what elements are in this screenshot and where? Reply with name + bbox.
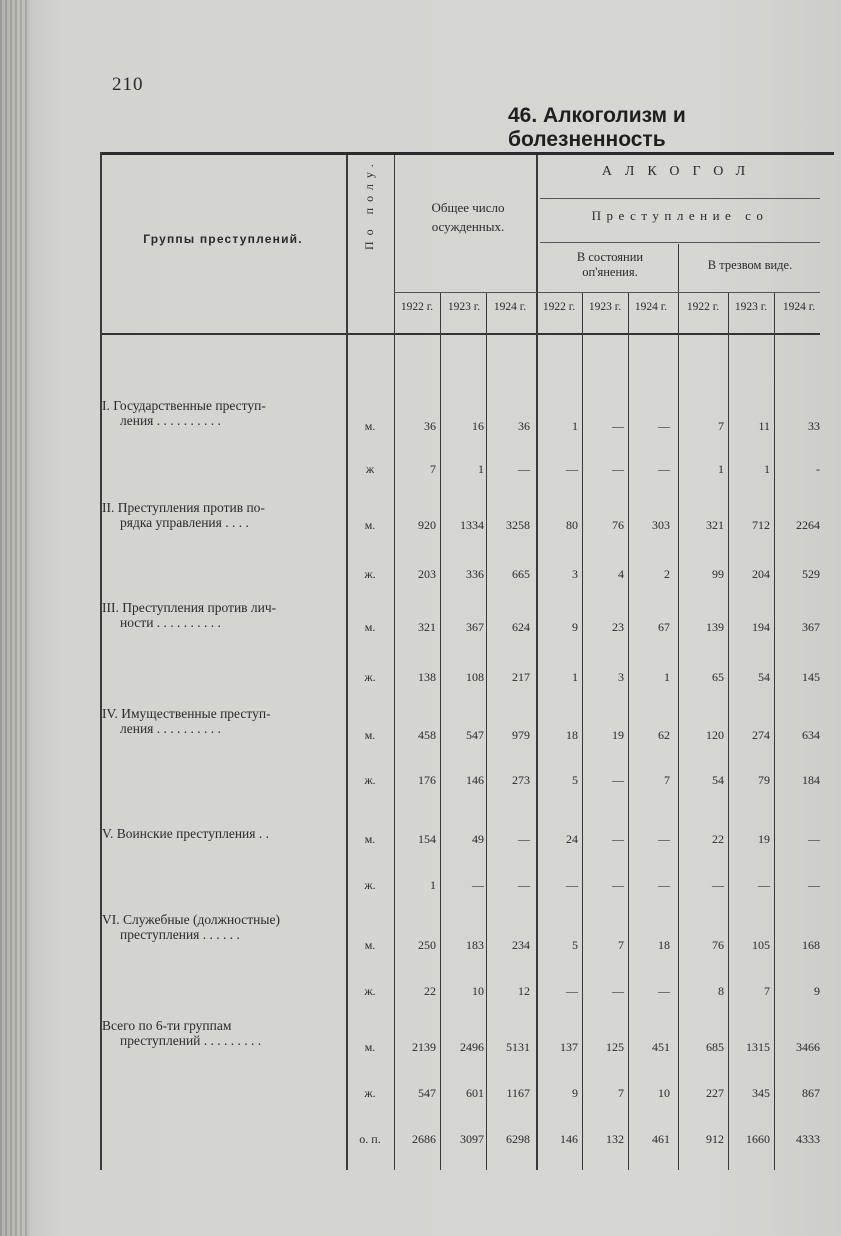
table-cell: 7	[618, 938, 624, 952]
crime-group-label-line: I. Государственные преступ-	[102, 398, 266, 413]
table-cell: —	[566, 878, 578, 892]
sex-cell: м.	[364, 419, 376, 433]
table-cell: 2	[664, 567, 670, 581]
crime-group-label-line: V. Воинские преступления . .	[102, 826, 269, 841]
crime-group-label	[102, 398, 340, 428]
total-column-divider	[536, 155, 538, 1170]
table-cell: 3466	[796, 1040, 820, 1054]
table-cell: 8	[718, 984, 724, 998]
year-column-divider	[440, 292, 441, 1170]
crime-group-label-line: преступления . . . . . .	[120, 927, 240, 942]
table-cell: 36	[424, 419, 436, 433]
table-cell: 12	[518, 984, 530, 998]
table-cell: 274	[752, 728, 770, 742]
table-cell: 1	[764, 462, 770, 476]
table-top-rule	[100, 152, 834, 155]
drunk-state-header	[540, 250, 680, 280]
book-gutter	[0, 0, 30, 1236]
alcohol-header-rule	[540, 198, 820, 199]
year-header: 1923 г.	[447, 301, 481, 313]
page-number: 210	[112, 74, 144, 95]
table-cell: 7	[618, 1086, 624, 1100]
table-cell: 137	[560, 1040, 578, 1054]
crime-group-label-line: рядка управления . . . .	[120, 515, 249, 530]
table-cell: 67	[658, 620, 670, 634]
header-bottom-rule	[100, 333, 820, 335]
alcohol-header: АЛКОГОЛ	[601, 164, 759, 179]
table-cell: 665	[512, 567, 530, 581]
table-cell: 54	[758, 670, 770, 684]
table-cell: —	[518, 462, 530, 476]
crime-header-rule	[540, 242, 820, 243]
table-cell: 979	[512, 728, 530, 742]
table-cell: 54	[712, 773, 724, 787]
year-header: 1924 г.	[782, 301, 816, 313]
table-cell: 547	[466, 728, 484, 742]
table-cell: 712	[752, 518, 770, 532]
table-cell: 217	[512, 670, 530, 684]
crime-group-label	[102, 1018, 340, 1048]
total-header-line-2: осужденных.	[431, 219, 505, 234]
table-cell: 867	[802, 1086, 820, 1100]
table-cell: 3258	[506, 518, 530, 532]
table-cell: 10	[658, 1086, 670, 1100]
year-column-divider	[486, 292, 487, 1170]
table-cell: 22	[424, 984, 436, 998]
sober-state-header: В трезвом виде.	[707, 258, 793, 272]
table-cell: 138	[418, 670, 436, 684]
table-cell: 227	[706, 1086, 724, 1100]
table-cell: 1	[718, 462, 724, 476]
table-cell: 204	[752, 567, 770, 581]
crime-group-label	[102, 600, 340, 630]
table-cell: 303	[652, 518, 670, 532]
table-cell: 1315	[746, 1040, 770, 1054]
crime-group-label	[102, 706, 340, 736]
table-cell: —	[658, 984, 670, 998]
crime-group-label-line: IV. Имущественные преступ-	[102, 706, 271, 721]
table-cell: 176	[418, 773, 436, 787]
sex-cell: ж.	[364, 878, 376, 892]
table-cell: 194	[752, 620, 770, 634]
sex-cell: ж.	[364, 773, 376, 787]
table-cell: 1167	[506, 1086, 530, 1100]
table-cell: 547	[418, 1086, 436, 1100]
table-cell: 2496	[460, 1040, 484, 1054]
total-convicted-header	[400, 198, 536, 236]
table-cell: 3097	[460, 1132, 484, 1146]
crime-group-label-line: II. Преступления против по-	[102, 500, 265, 515]
table-cell: 62	[658, 728, 670, 742]
table-cell: 19	[758, 832, 770, 846]
table-cell: 912	[706, 1132, 724, 1146]
table-cell: 3	[618, 670, 624, 684]
table-cell: —	[472, 878, 484, 892]
table-cell: 108	[466, 670, 484, 684]
table-cell: 1	[430, 878, 436, 892]
groups-column-header: Группы преступлений.	[143, 232, 303, 246]
crime-group-label-line: ления . . . . . . . . . .	[120, 721, 221, 736]
table-cell: 105	[752, 938, 770, 952]
table-cell: 273	[512, 773, 530, 787]
sex-column-header: По полу.	[362, 158, 376, 250]
table-cell: 145	[802, 670, 820, 684]
table-cell: 125	[606, 1040, 624, 1054]
table-cell: 4	[618, 567, 624, 581]
crime-header: Преступление со	[591, 208, 769, 223]
table-cell: —	[612, 878, 624, 892]
table-cell: 49	[472, 832, 484, 846]
crime-group-label-line: преступлений . . . . . . . . .	[120, 1033, 262, 1048]
table-cell: 120	[706, 728, 724, 742]
table-cell: 79	[758, 773, 770, 787]
table-cell: 168	[802, 938, 820, 952]
table-cell: 24	[566, 832, 578, 846]
table-cell: 154	[418, 832, 436, 846]
sex-cell: м.	[364, 728, 376, 742]
year-header-rule	[394, 292, 820, 293]
crime-group-label-line: Всего по 6-ти группам	[102, 1018, 232, 1033]
table-cell: 6298	[506, 1132, 530, 1146]
year-header: 1924 г.	[634, 301, 668, 313]
crime-group-label-line: VI. Служебные (должностные)	[102, 912, 280, 927]
table-cell: 321	[706, 518, 724, 532]
table-cell: —	[566, 462, 578, 476]
table-cell: 65	[712, 670, 724, 684]
table-cell: 529	[802, 567, 820, 581]
table-cell: —	[518, 832, 530, 846]
table-cell: —	[808, 878, 820, 892]
sex-cell: ж.	[364, 670, 376, 684]
year-header: 1923 г.	[588, 301, 622, 313]
year-header: 1924 г.	[493, 301, 527, 313]
table-cell: 1	[664, 670, 670, 684]
table-cell: 336	[466, 567, 484, 581]
table-cell: —	[658, 832, 670, 846]
table-cell: 1660	[746, 1132, 770, 1146]
year-column-divider	[774, 292, 775, 1170]
table-cell: 5	[572, 938, 578, 952]
year-header: 1923 г.	[734, 301, 768, 313]
table-cell: —	[658, 462, 670, 476]
table-cell: 920	[418, 518, 436, 532]
table-cell: 234	[512, 938, 530, 952]
sex-cell: м.	[364, 832, 376, 846]
table-cell: —	[518, 878, 530, 892]
table-cell: 4333	[796, 1132, 820, 1146]
crime-group-label	[102, 826, 340, 841]
table-cell: 36	[518, 419, 530, 433]
table-cell: —	[612, 419, 624, 433]
table-cell: —	[808, 832, 820, 846]
table-cell: 9	[572, 1086, 578, 1100]
table-cell: 23	[612, 620, 624, 634]
sex-cell: ж.	[364, 567, 376, 581]
table-cell: 132	[606, 1132, 624, 1146]
sex-cell: м.	[364, 620, 376, 634]
table-cell: 33	[808, 419, 820, 433]
table-cell: —	[612, 462, 624, 476]
year-column-divider	[728, 292, 729, 1170]
table-cell: 7	[718, 419, 724, 433]
table-cell: —	[612, 832, 624, 846]
table-cell: 183	[466, 938, 484, 952]
table-cell: 11	[758, 419, 770, 433]
table-cell: 10	[472, 984, 484, 998]
sex-cell: м.	[364, 1040, 376, 1054]
table-cell: 367	[802, 620, 820, 634]
sex-cell: ж	[365, 462, 375, 476]
table-cell: 624	[512, 620, 530, 634]
table-cell: 139	[706, 620, 724, 634]
table-cell: —	[658, 419, 670, 433]
table-cell: 601	[466, 1086, 484, 1100]
section-title: 46. Алкоголизм и болезненность	[508, 104, 686, 151]
table-cell: —	[612, 773, 624, 787]
table-cell: -	[816, 462, 820, 476]
sex-cell: ж.	[364, 984, 376, 998]
table-cell: 3	[572, 567, 578, 581]
table-cell: 99	[712, 567, 724, 581]
table-cell: 76	[712, 938, 724, 952]
table-cell: 451	[652, 1040, 670, 1054]
drunk-header-line-2: оп'янения.	[582, 265, 638, 279]
table-cell: 7	[430, 462, 436, 476]
table-cell: 7	[664, 773, 670, 787]
table-cell: 203	[418, 567, 436, 581]
table-cell: 18	[566, 728, 578, 742]
table-cell: 19	[612, 728, 624, 742]
crime-group-label	[102, 500, 340, 530]
table-cell: 146	[560, 1132, 578, 1146]
table-cell: 1334	[460, 518, 484, 532]
sex-cell: м.	[364, 938, 376, 952]
table-cell: —	[712, 878, 724, 892]
crime-group-label	[102, 912, 340, 942]
table-cell: 250	[418, 938, 436, 952]
crime-group-label-line: ления . . . . . . . . . .	[120, 413, 221, 428]
table-cell: 1	[572, 670, 578, 684]
year-column-divider	[628, 292, 629, 1170]
table-cell: 18	[658, 938, 670, 952]
table-cell: 2264	[796, 518, 820, 532]
table-cell: —	[612, 984, 624, 998]
table-cell: 461	[652, 1132, 670, 1146]
table-cell: 321	[418, 620, 436, 634]
drunk-sober-divider	[678, 244, 679, 1170]
table-cell: 5131	[506, 1040, 530, 1054]
table-cell: 5	[572, 773, 578, 787]
table-cell: 2686	[412, 1132, 436, 1146]
total-header-line-1: Общее число	[431, 200, 505, 215]
table-cell: —	[758, 878, 770, 892]
table-cell: 367	[466, 620, 484, 634]
year-column-divider	[582, 292, 583, 1170]
table-cell: 184	[802, 773, 820, 787]
sex-cell: м.	[364, 518, 376, 532]
year-header: 1922 г.	[686, 301, 720, 313]
sex-column-divider	[394, 155, 395, 1170]
table-cell: 7	[764, 984, 770, 998]
group-column-divider	[346, 155, 348, 1170]
drunk-header-line-1: В состоянии	[576, 250, 644, 264]
table-cell: 458	[418, 728, 436, 742]
year-header: 1922 г.	[542, 301, 576, 313]
table-cell: 16	[472, 419, 484, 433]
table-cell: 22	[712, 832, 724, 846]
table-cell: —	[658, 878, 670, 892]
sex-cell: о. п.	[359, 1132, 381, 1146]
table-cell: 634	[802, 728, 820, 742]
table-cell: 76	[612, 518, 624, 532]
table-cell: 2139	[412, 1040, 436, 1054]
crime-group-label-line: III. Преступления против лич-	[102, 600, 277, 615]
table-cell: 345	[752, 1086, 770, 1100]
table-cell: 1	[572, 419, 578, 433]
table-cell: 685	[706, 1040, 724, 1054]
table-cell: —	[566, 984, 578, 998]
table-cell: 1	[478, 462, 484, 476]
table-cell: 9	[814, 984, 820, 998]
table-cell: 9	[572, 620, 578, 634]
sex-cell: ж.	[364, 1086, 376, 1100]
crime-group-label-line: ности . . . . . . . . . .	[120, 615, 221, 630]
year-header: 1922 г.	[400, 301, 434, 313]
table-cell: 80	[566, 518, 578, 532]
table-cell: 146	[466, 773, 484, 787]
